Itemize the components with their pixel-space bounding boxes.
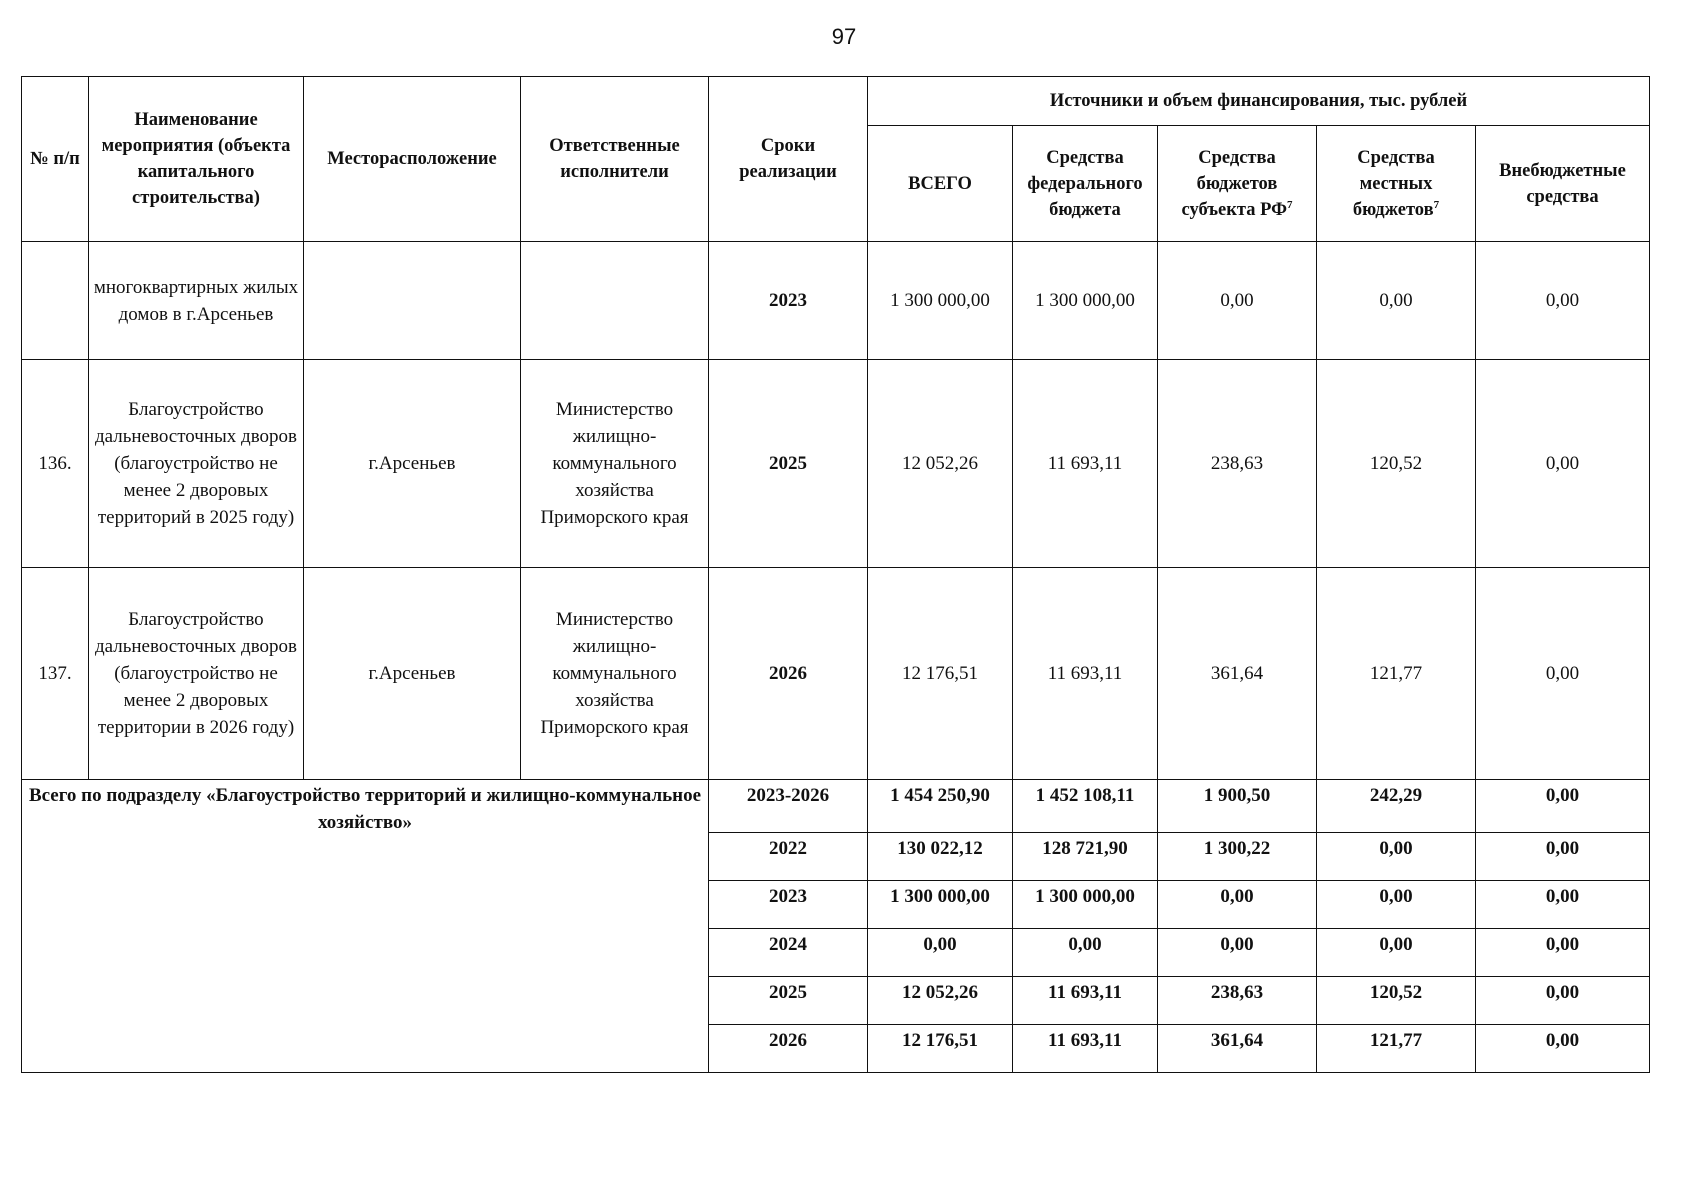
summary-row	[22, 780, 1650, 833]
summary-federal: 11 693,11	[1013, 977, 1158, 1025]
row-num: 137.	[22, 568, 89, 780]
summary-local: 0,00	[1317, 881, 1476, 929]
summary-local: 242,29	[1317, 780, 1476, 833]
header-responsible: Ответственные исполнители	[521, 77, 709, 242]
row-period: 2026	[709, 568, 868, 780]
row-local: 121,77	[1317, 568, 1476, 780]
row-location: г.Арсеньев	[304, 568, 521, 780]
header-financing-group: Источники и объем финансирования, тыс. рублей	[868, 77, 1650, 126]
row-extra: 0,00	[1476, 568, 1650, 780]
row-location	[304, 242, 521, 360]
summary-local: 121,77	[1317, 1025, 1476, 1073]
row-name: Благоустройство дальневосточных дворов (благоустройство не менее 2 дворовых территории в 2026 году)	[89, 568, 304, 780]
summary-total: 1 454 250,90	[868, 780, 1013, 833]
summary-federal: 11 693,11	[1013, 1025, 1158, 1073]
summary-period: 2026	[709, 1025, 868, 1073]
summary-total: 0,00	[868, 929, 1013, 977]
summary-extra: 0,00	[1476, 833, 1650, 881]
summary-subject: 0,00	[1158, 881, 1317, 929]
summary-total: 130 022,12	[868, 833, 1013, 881]
summary-local: 120,52	[1317, 977, 1476, 1025]
summary-subject: 0,00	[1158, 929, 1317, 977]
header-subject	[1158, 126, 1317, 242]
row-local: 120,52	[1317, 360, 1476, 568]
header-subject-text: Средства бюджетов субъекта РФ	[1181, 147, 1287, 220]
header-period: Сроки реализации	[709, 77, 868, 242]
summary-period: 2025	[709, 977, 868, 1025]
table-row	[22, 568, 1650, 780]
header-location: Месторасположение	[304, 77, 521, 242]
summary-federal: 0,00	[1013, 929, 1158, 977]
row-subject: 238,63	[1158, 360, 1317, 568]
row-subject: 361,64	[1158, 568, 1317, 780]
summary-extra: 0,00	[1476, 977, 1650, 1025]
row-period: 2023	[709, 242, 868, 360]
row-federal: 1 300 000,00	[1013, 242, 1158, 360]
summary-federal: 1 452 108,11	[1013, 780, 1158, 833]
row-responsible: Министерство жилищно-коммунального хозяйства Приморского края	[521, 568, 709, 780]
row-responsible	[521, 242, 709, 360]
financing-table	[21, 76, 1650, 1073]
header-local-footnote: 7	[1433, 198, 1440, 211]
table-row	[22, 360, 1650, 568]
summary-total: 12 176,51	[868, 1025, 1013, 1073]
row-period: 2025	[709, 360, 868, 568]
row-extra: 0,00	[1476, 242, 1650, 360]
page-number: 97	[831, 24, 857, 49]
summary-period: 2022	[709, 833, 868, 881]
header-local-text: Средства местных бюджетов	[1352, 147, 1435, 220]
row-extra: 0,00	[1476, 360, 1650, 568]
row-local: 0,00	[1317, 242, 1476, 360]
summary-local: 0,00	[1317, 929, 1476, 977]
summary-local: 0,00	[1317, 833, 1476, 881]
table-row	[22, 242, 1650, 360]
summary-total: 1 300 000,00	[868, 881, 1013, 929]
summary-subject: 1 300,22	[1158, 833, 1317, 881]
row-subject: 0,00	[1158, 242, 1317, 360]
summary-extra: 0,00	[1476, 929, 1650, 977]
header-extra: Внебюджетные средства	[1476, 126, 1650, 242]
summary-subject: 361,64	[1158, 1025, 1317, 1073]
summary-extra: 0,00	[1476, 881, 1650, 929]
header-subject-footnote: 7	[1286, 198, 1293, 211]
row-name: многоквартирных жилых домов в г.Арсеньев	[89, 242, 304, 360]
summary-federal: 1 300 000,00	[1013, 881, 1158, 929]
header-num: № п/п	[22, 77, 89, 242]
summary-subject: 1 900,50	[1158, 780, 1317, 833]
row-federal: 11 693,11	[1013, 360, 1158, 568]
row-num	[22, 242, 89, 360]
summary-period: 2023	[709, 881, 868, 929]
summary-label: Всего по подразделу «Благоустройство территорий и жилищно-коммунальное хозяйство»	[22, 780, 709, 1073]
row-total: 12 052,26	[868, 360, 1013, 568]
row-total: 1 300 000,00	[868, 242, 1013, 360]
row-location: г.Арсеньев	[304, 360, 521, 568]
summary-total: 12 052,26	[868, 977, 1013, 1025]
row-total: 12 176,51	[868, 568, 1013, 780]
summary-federal: 128 721,90	[1013, 833, 1158, 881]
header-total: ВСЕГО	[868, 126, 1013, 242]
summary-period: 2024	[709, 929, 868, 977]
row-federal: 11 693,11	[1013, 568, 1158, 780]
row-name: Благоустройство дальневосточных дворов (благоустройство не менее 2 дворовых территорий в 2025 году)	[89, 360, 304, 568]
header-name: Наименование мероприятия (объекта капитального строительства)	[89, 77, 304, 242]
summary-period: 2023-2026	[709, 780, 868, 833]
summary-extra: 0,00	[1476, 1025, 1650, 1073]
summary-extra: 0,00	[1476, 780, 1650, 833]
summary-subject: 238,63	[1158, 977, 1317, 1025]
header-local	[1317, 126, 1476, 242]
row-responsible: Министерство жилищно-коммунального хозяйства Приморского края	[521, 360, 709, 568]
row-num: 136.	[22, 360, 89, 568]
header-federal: Средства федерального бюджета	[1013, 126, 1158, 242]
